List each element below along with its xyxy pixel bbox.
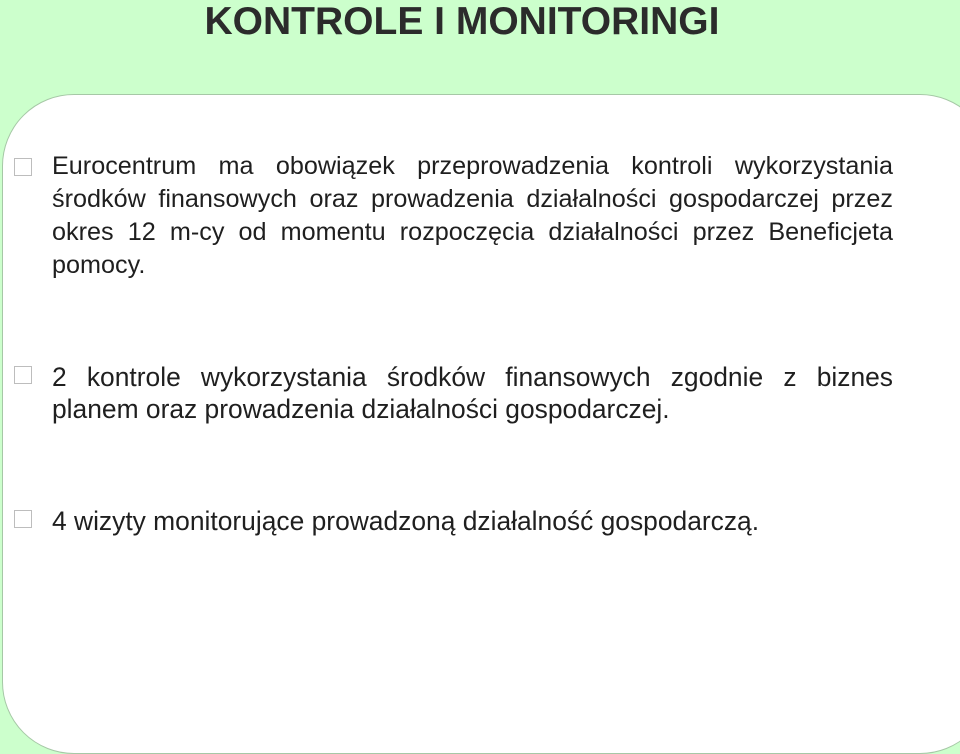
bullet-text-obligation: Eurocentrum ma obowiązek przeprowadzenia kontroli wykorzystania środków finansowych oraz prowadzenia działalności gospodarczej przez okres 12 m-cy od momentu rozpoczęcia działalności przez Beneficjeta pomocy.	[52, 152, 893, 279]
square-bullet-icon	[14, 366, 32, 384]
bullet-text-controls: 2 kontrole wykorzystania środków finansowych zgodnie z biznes planem oraz prowadzenia działalności gospodarczej.	[52, 362, 893, 424]
bullet-text-monitoring-visits: 4 wizyty monitorujące prowadzoną działalność gospodarczą.	[52, 506, 760, 536]
square-bullet-icon	[14, 510, 32, 528]
square-bullet-icon	[14, 158, 32, 176]
slide-title: KONTROLE I MONITORINGI	[204, 0, 720, 43]
